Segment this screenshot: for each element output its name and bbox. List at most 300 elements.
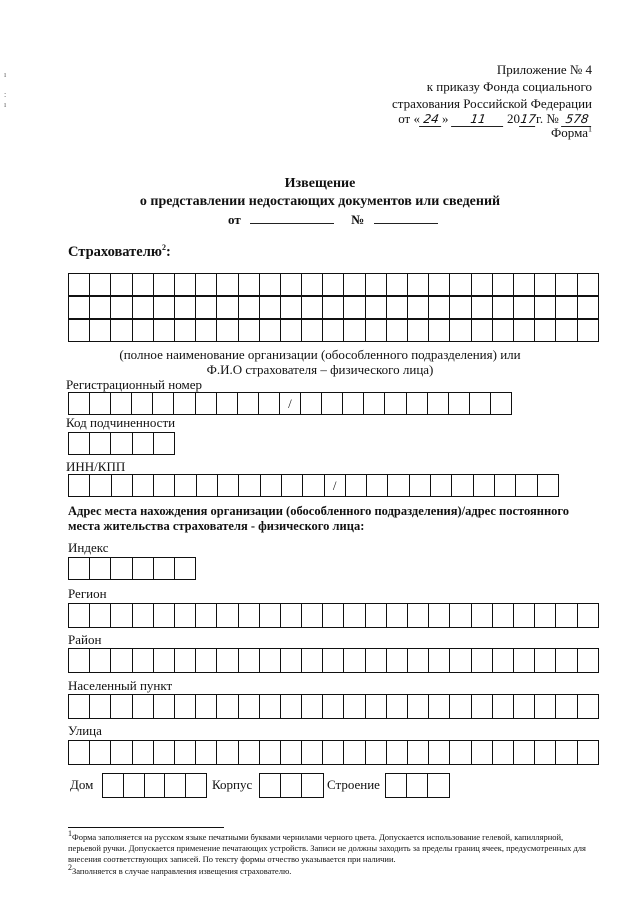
character-box[interactable] — [366, 741, 387, 765]
footnote-2-text: Заполняется в случае направления извещения страхователю. — [72, 866, 292, 876]
character-box[interactable] — [259, 393, 280, 415]
character-box[interactable] — [386, 774, 407, 798]
structure-boxes[interactable] — [385, 773, 450, 798]
character-box[interactable] — [103, 774, 124, 798]
address-heading-line-1: Адрес места нахождения организации (обособленного подразделения)/адрес постоянного — [68, 504, 570, 518]
character-box[interactable] — [408, 649, 429, 673]
form-footnote-mark: 1 — [588, 124, 592, 134]
character-box[interactable] — [449, 393, 470, 415]
character-box[interactable] — [302, 320, 323, 342]
character-box[interactable] — [260, 774, 281, 798]
policyholder-caption-line-2: Ф.И.О страхователя – физического лица) — [206, 362, 434, 377]
character-box[interactable] — [514, 695, 535, 719]
character-box[interactable] — [535, 297, 556, 319]
character-box[interactable] — [133, 558, 154, 580]
character-box[interactable] — [133, 695, 154, 719]
order-number: 578 — [561, 113, 593, 127]
character-box[interactable] — [535, 274, 556, 296]
character-box[interactable] — [69, 695, 90, 719]
region-label: Регион — [68, 586, 107, 601]
character-box[interactable] — [429, 320, 450, 342]
character-box[interactable] — [69, 274, 90, 296]
character-box[interactable] — [196, 297, 217, 319]
character-box[interactable] — [281, 774, 302, 798]
character-box[interactable] — [302, 741, 323, 765]
separator-cell: / — [325, 475, 346, 497]
character-box[interactable] — [90, 695, 111, 719]
character-box[interactable] — [407, 774, 428, 798]
form-title: Извещение — [284, 176, 356, 191]
character-box[interactable] — [556, 320, 577, 342]
character-box[interactable] — [516, 475, 537, 497]
character-box[interactable] — [239, 274, 260, 296]
character-box[interactable] — [239, 604, 260, 628]
character-box[interactable] — [366, 695, 387, 719]
character-box[interactable] — [239, 741, 260, 765]
character-box[interactable] — [366, 604, 387, 628]
date-month: 11 — [451, 113, 505, 127]
character-box[interactable] — [154, 649, 175, 673]
date-year-suffix: 17 — [519, 112, 537, 126]
footnote-2-mark: 2 — [68, 863, 72, 873]
character-box[interactable] — [90, 433, 111, 455]
character-box[interactable] — [175, 741, 196, 765]
character-box[interactable] — [217, 741, 238, 765]
character-box[interactable] — [69, 393, 90, 415]
character-box[interactable] — [239, 297, 260, 319]
character-box[interactable] — [90, 604, 111, 628]
character-box[interactable] — [217, 274, 238, 296]
character-box[interactable] — [154, 741, 175, 765]
character-box[interactable] — [302, 297, 323, 319]
registration-number-boxes[interactable] — [68, 392, 512, 415]
character-box[interactable] — [535, 695, 556, 719]
character-box[interactable] — [514, 649, 535, 673]
character-box[interactable] — [175, 649, 196, 673]
character-box[interactable] — [302, 695, 323, 719]
character-box[interactable] — [175, 558, 196, 580]
character-box[interactable] — [429, 297, 450, 319]
character-box[interactable] — [154, 695, 175, 719]
character-box[interactable] — [323, 649, 344, 673]
character-box[interactable] — [556, 297, 577, 319]
district-boxes[interactable] — [68, 648, 599, 673]
character-box[interactable] — [217, 649, 238, 673]
character-box[interactable] — [514, 297, 535, 319]
policyholder-name-row-1[interactable] — [68, 273, 599, 296]
character-box[interactable] — [472, 274, 493, 296]
character-box[interactable] — [450, 695, 471, 719]
character-box[interactable] — [428, 393, 449, 415]
character-box[interactable] — [69, 604, 90, 628]
character-box[interactable] — [535, 649, 556, 673]
character-box[interactable] — [197, 475, 218, 497]
character-box[interactable] — [239, 695, 260, 719]
character-box[interactable] — [175, 274, 196, 296]
character-box[interactable] — [69, 558, 90, 580]
character-box[interactable] — [133, 433, 154, 455]
character-box[interactable] — [90, 475, 111, 497]
character-box[interactable] — [133, 741, 154, 765]
character-box[interactable] — [90, 558, 111, 580]
order-line: к приказу Фонда социального — [426, 79, 592, 94]
character-box[interactable] — [556, 695, 577, 719]
character-box[interactable] — [578, 695, 599, 719]
index-label: Индекс — [68, 540, 109, 555]
character-box[interactable] — [69, 320, 90, 342]
character-box[interactable] — [407, 393, 428, 415]
character-box[interactable] — [69, 741, 90, 765]
character-box[interactable] — [408, 274, 429, 296]
character-box[interactable] — [578, 741, 599, 765]
policyholder-heading-colon: : — [165, 244, 171, 260]
character-box[interactable] — [344, 695, 365, 719]
footnote-2 — [68, 863, 588, 877]
character-box[interactable] — [112, 475, 133, 497]
character-box[interactable] — [90, 274, 111, 296]
index-boxes[interactable] — [68, 557, 196, 580]
character-box[interactable] — [90, 649, 111, 673]
character-box[interactable] — [322, 393, 343, 415]
inn-kpp-boxes[interactable] — [68, 474, 559, 497]
form-label-text: Форма — [551, 125, 588, 140]
character-box[interactable] — [578, 274, 599, 296]
character-box[interactable] — [344, 274, 365, 296]
character-box[interactable] — [133, 320, 154, 342]
character-box[interactable] — [154, 475, 175, 497]
character-box[interactable] — [472, 695, 493, 719]
character-box[interactable] — [69, 475, 90, 497]
character-box[interactable] — [472, 320, 493, 342]
character-box[interactable] — [302, 649, 323, 673]
character-box[interactable] — [408, 297, 429, 319]
character-box[interactable] — [217, 393, 238, 415]
character-box[interactable] — [260, 297, 281, 319]
character-box[interactable] — [175, 695, 196, 719]
character-box[interactable] — [281, 274, 302, 296]
footnote-1-text: Форма заполняется на русском языке печатными буквами чернилами черного цвета. Допускается использование гелевой, капиллярной, перьевой ручки. Допускается применение печатающих устройств. Записи не должны заходить за пределы границ ячеек, предусмотренных для внесения соответствующих записей. По тексту формы отчество указывается при наличии. — [68, 832, 586, 864]
character-box[interactable] — [344, 297, 365, 319]
character-box[interactable] — [474, 475, 495, 497]
character-box[interactable] — [388, 475, 409, 497]
character-box[interactable] — [493, 649, 514, 673]
form-subtitle: о представлении недостающих документов или сведений — [139, 194, 501, 209]
appendix-label: Приложение № 4 — [496, 62, 592, 77]
character-box[interactable] — [364, 393, 385, 415]
character-box[interactable] — [323, 297, 344, 319]
character-box[interactable] — [408, 320, 429, 342]
building-label: Корпус — [212, 777, 253, 792]
character-box[interactable] — [493, 274, 514, 296]
character-box[interactable] — [153, 393, 174, 415]
character-box[interactable] — [344, 604, 365, 628]
character-box[interactable] — [90, 393, 111, 415]
character-box[interactable] — [111, 558, 132, 580]
policyholder-caption-line-1: (полное наименование организации (обособленного подразделения) или — [119, 347, 521, 362]
character-box[interactable] — [323, 695, 344, 719]
notice-date-label: от — [228, 212, 241, 227]
character-box[interactable] — [514, 320, 535, 342]
street-boxes[interactable] — [68, 740, 599, 765]
character-box[interactable] — [111, 297, 132, 319]
character-box[interactable] — [493, 297, 514, 319]
character-box[interactable] — [491, 393, 512, 415]
subordination-code-label: Код подчиненности — [66, 415, 176, 430]
character-box[interactable] — [111, 274, 132, 296]
policyholder-heading — [68, 244, 171, 261]
character-box[interactable] — [239, 475, 260, 497]
date-day: 24 — [419, 113, 443, 127]
character-box[interactable] — [196, 695, 217, 719]
character-box[interactable] — [366, 320, 387, 342]
policyholder-name-row-2[interactable] — [68, 296, 599, 319]
region-boxes[interactable] — [68, 603, 599, 628]
character-box[interactable] — [165, 774, 186, 798]
building-boxes[interactable] — [259, 773, 324, 798]
date-close: » — [441, 111, 449, 126]
character-box[interactable] — [493, 695, 514, 719]
character-box[interactable] — [90, 297, 111, 319]
character-box[interactable] — [69, 649, 90, 673]
character-box[interactable] — [408, 695, 429, 719]
character-box[interactable] — [111, 649, 132, 673]
character-box[interactable] — [514, 741, 535, 765]
character-box[interactable] — [323, 604, 344, 628]
character-box[interactable] — [281, 741, 302, 765]
character-box[interactable] — [281, 695, 302, 719]
character-box[interactable] — [111, 393, 132, 415]
character-box[interactable] — [260, 695, 281, 719]
locality-boxes[interactable] — [68, 694, 599, 719]
character-box[interactable] — [281, 320, 302, 342]
character-box[interactable] — [174, 393, 195, 415]
character-box[interactable] — [196, 649, 217, 673]
policyholder-name-row-3[interactable] — [68, 319, 599, 342]
character-box[interactable] — [408, 741, 429, 765]
character-box[interactable] — [495, 475, 516, 497]
character-box[interactable] — [260, 320, 281, 342]
character-box[interactable] — [260, 649, 281, 673]
character-box[interactable] — [154, 274, 175, 296]
character-box[interactable] — [408, 604, 429, 628]
character-box[interactable] — [429, 649, 450, 673]
character-box[interactable] — [302, 274, 323, 296]
character-box[interactable] — [186, 774, 207, 798]
character-box[interactable] — [366, 274, 387, 296]
character-box[interactable] — [218, 475, 239, 497]
character-box[interactable] — [133, 604, 154, 628]
footnote-1 — [68, 829, 588, 865]
character-box[interactable] — [281, 297, 302, 319]
character-box[interactable] — [450, 320, 471, 342]
character-box[interactable] — [303, 475, 324, 497]
character-box[interactable] — [366, 649, 387, 673]
form-label — [551, 125, 592, 141]
character-box[interactable] — [344, 649, 365, 673]
character-box[interactable] — [111, 604, 132, 628]
fund-line: страхования Российской Федерации — [392, 96, 592, 111]
locality-label: Населенный пункт — [68, 678, 173, 693]
character-box[interactable] — [343, 393, 364, 415]
character-box[interactable] — [472, 649, 493, 673]
character-box[interactable] — [323, 320, 344, 342]
character-box[interactable] — [535, 741, 556, 765]
character-box[interactable] — [90, 741, 111, 765]
character-box[interactable] — [217, 604, 238, 628]
character-box[interactable] — [493, 741, 514, 765]
character-box[interactable] — [578, 604, 599, 628]
character-box[interactable] — [111, 320, 132, 342]
character-box[interactable] — [429, 741, 450, 765]
character-box[interactable] — [472, 604, 493, 628]
character-box[interactable] — [175, 320, 196, 342]
character-box[interactable] — [472, 741, 493, 765]
character-box[interactable] — [450, 297, 471, 319]
character-box[interactable] — [387, 741, 408, 765]
character-box[interactable] — [281, 604, 302, 628]
policyholder-footnote-mark: 2 — [161, 243, 166, 253]
character-box[interactable] — [556, 604, 577, 628]
character-box[interactable] — [217, 695, 238, 719]
character-box[interactable] — [133, 297, 154, 319]
character-box[interactable] — [175, 297, 196, 319]
character-box[interactable] — [429, 695, 450, 719]
character-box[interactable] — [431, 475, 452, 497]
character-box[interactable] — [111, 433, 132, 455]
character-box[interactable] — [175, 475, 196, 497]
character-box[interactable] — [154, 433, 175, 455]
character-box[interactable] — [196, 274, 217, 296]
character-box[interactable] — [154, 320, 175, 342]
character-box[interactable] — [196, 320, 217, 342]
district-label: Район — [68, 632, 102, 647]
character-box[interactable] — [111, 741, 132, 765]
notice-date-field[interactable] — [250, 211, 334, 224]
character-box[interactable] — [302, 604, 323, 628]
character-box[interactable] — [535, 604, 556, 628]
character-box[interactable] — [556, 649, 577, 673]
character-box[interactable] — [346, 475, 367, 497]
character-box[interactable] — [132, 393, 153, 415]
character-box[interactable] — [238, 393, 259, 415]
character-box[interactable] — [344, 741, 365, 765]
character-box[interactable] — [578, 297, 599, 319]
character-box[interactable] — [217, 320, 238, 342]
character-box[interactable] — [535, 320, 556, 342]
inn-kpp-label: ИНН/КПП — [66, 459, 126, 474]
character-box[interactable] — [387, 274, 408, 296]
character-box[interactable] — [261, 475, 282, 497]
character-box[interactable] — [281, 649, 302, 673]
character-box[interactable] — [175, 604, 196, 628]
character-box[interactable] — [410, 475, 431, 497]
character-box[interactable] — [470, 393, 491, 415]
character-box[interactable] — [366, 297, 387, 319]
registration-number-label: Регистрационный номер — [66, 377, 202, 392]
character-box[interactable] — [578, 320, 599, 342]
character-box[interactable] — [578, 649, 599, 673]
character-box[interactable] — [450, 274, 471, 296]
character-box[interactable] — [450, 604, 471, 628]
date-prefix: от « — [398, 111, 420, 126]
character-box[interactable] — [133, 649, 154, 673]
notice-number-label: № — [351, 212, 365, 227]
character-box[interactable] — [472, 297, 493, 319]
character-box[interactable] — [301, 393, 322, 415]
character-box[interactable] — [429, 604, 450, 628]
character-box[interactable] — [124, 774, 145, 798]
character-box[interactable] — [493, 604, 514, 628]
street-label: Улица — [68, 723, 102, 738]
character-box[interactable] — [154, 604, 175, 628]
character-box[interactable] — [556, 741, 577, 765]
notice-number-field[interactable] — [374, 211, 438, 224]
character-box[interactable] — [145, 774, 166, 798]
character-box[interactable] — [133, 274, 154, 296]
character-box[interactable] — [260, 741, 281, 765]
footnote-1-mark: 1 — [68, 829, 72, 839]
character-box[interactable] — [196, 741, 217, 765]
character-box[interactable] — [514, 604, 535, 628]
character-box[interactable] — [493, 320, 514, 342]
character-box[interactable] — [217, 297, 238, 319]
character-box[interactable] — [154, 558, 175, 580]
character-box[interactable] — [323, 741, 344, 765]
scan-margin-marks: ı : ı — [4, 70, 7, 109]
character-box[interactable] — [387, 297, 408, 319]
character-box[interactable] — [239, 320, 260, 342]
character-box[interactable] — [323, 274, 344, 296]
separator-cell: / — [280, 393, 301, 415]
character-box[interactable] — [133, 475, 154, 497]
character-box[interactable] — [302, 774, 323, 798]
structure-label: Строение — [327, 777, 380, 792]
footnote-rule — [68, 827, 224, 828]
character-box[interactable] — [556, 274, 577, 296]
character-box[interactable] — [260, 274, 281, 296]
house-boxes[interactable] — [102, 773, 207, 798]
character-box[interactable] — [196, 604, 217, 628]
character-box[interactable] — [90, 320, 111, 342]
character-box[interactable] — [282, 475, 303, 497]
character-box[interactable] — [385, 393, 406, 415]
policyholder-heading-text: Страхователю — [68, 244, 162, 260]
character-box[interactable] — [387, 604, 408, 628]
character-box[interactable] — [450, 741, 471, 765]
character-box[interactable] — [387, 320, 408, 342]
character-box[interactable] — [111, 695, 132, 719]
character-box[interactable] — [154, 297, 175, 319]
character-box[interactable] — [428, 774, 449, 798]
character-box[interactable] — [196, 393, 217, 415]
character-box[interactable] — [429, 274, 450, 296]
character-box[interactable] — [239, 649, 260, 673]
subordination-code-boxes[interactable] — [68, 432, 175, 455]
character-box[interactable] — [538, 475, 559, 497]
notice-date-number-line — [228, 211, 438, 228]
character-box[interactable] — [69, 297, 90, 319]
character-box[interactable] — [514, 274, 535, 296]
date-year-unit: г. № — [535, 111, 559, 126]
character-box[interactable] — [344, 320, 365, 342]
character-box[interactable] — [452, 475, 473, 497]
character-box[interactable] — [260, 604, 281, 628]
character-box[interactable] — [387, 649, 408, 673]
character-box[interactable] — [450, 649, 471, 673]
character-box[interactable] — [69, 433, 90, 455]
character-box[interactable] — [387, 695, 408, 719]
character-box[interactable] — [367, 475, 388, 497]
